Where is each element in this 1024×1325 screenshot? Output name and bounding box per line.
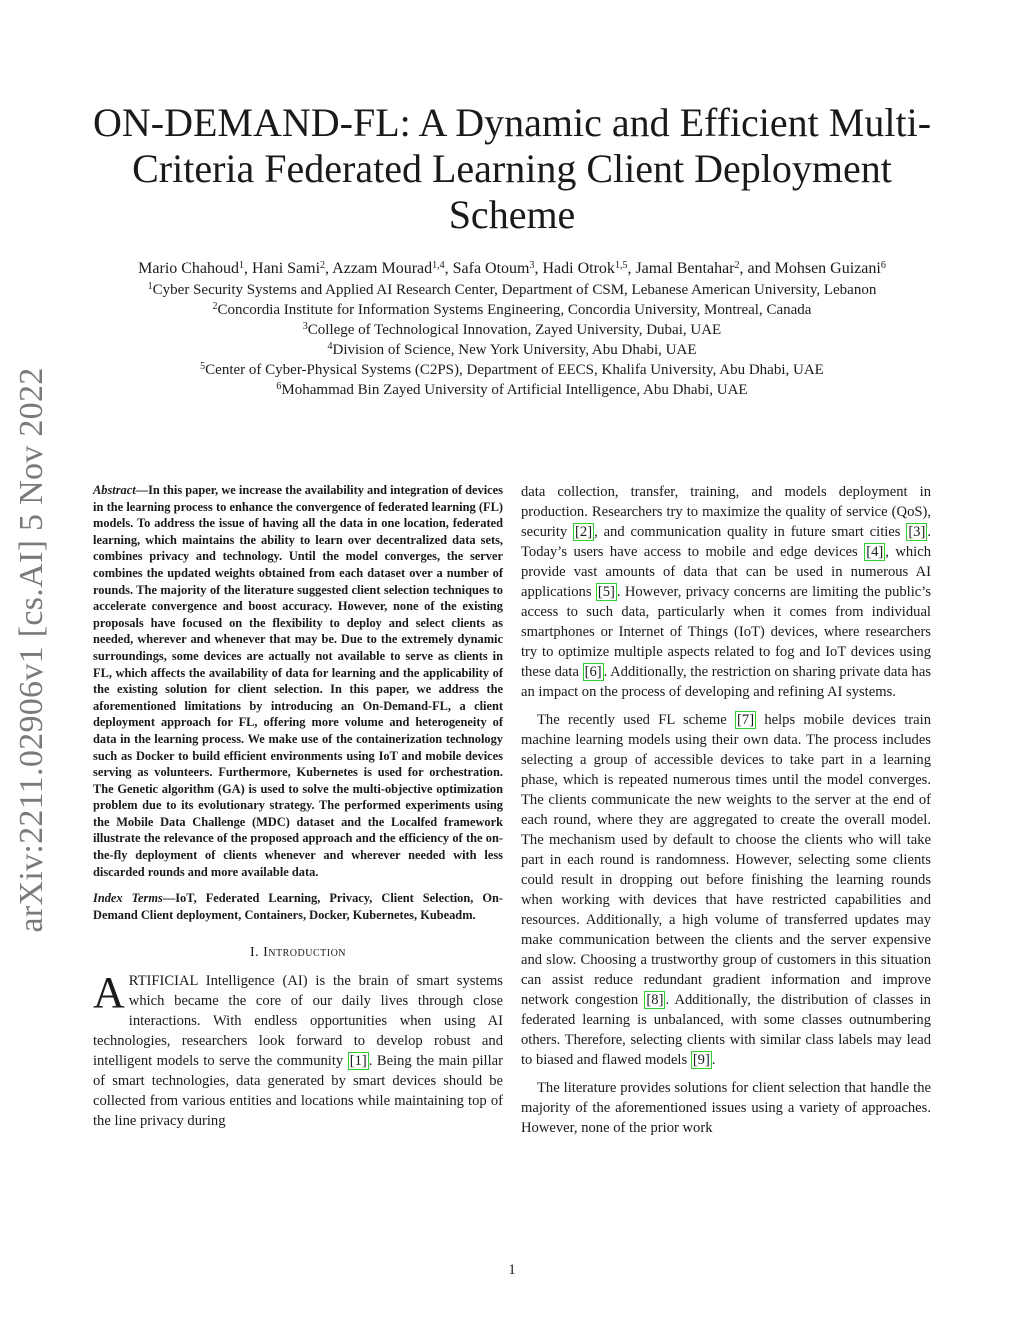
- intro-paragraph: ARTIFICIAL Intelligence (AI) is the brain of smart systems which became the core of our daily lives through close interactions. With endless opportunities when using AI technologies, researchers look forward to develop robust and intelligent models to serve the community [1] . Being the main pillar of smart technologies, data generated by smart devices should be collected from various entities and locations while maintaining top of the line privacy during: [93, 968, 503, 1130]
- author: Hadi Otrok$^{1,5}$,: [542, 260, 636, 277]
- paper-header: [90, 100, 934, 400]
- author: Azzam Mourad$^{1,4}$,: [332, 260, 453, 277]
- citation-link[interactable]: [8]: [646, 992, 664, 1008]
- body-paragraph: data collection, transfer, training, and models deployment in production. Researchers try to maximize the quality of service (QoS), security [2] , and communication quality in future smart cities [3] . Today’s users have access to mobile and edge devices [4] , which provide vast amounts of data that can be used in numerous AI applications [5] . However, privacy concerns are limiting the public’s access to such data, particularly when it comes from individual smartphones or Internet of Things (IoT) devices, where researchers try to optimize multiple aspects related to fog and IoT devices using these data [6] . Additionally, the restriction on sharing private data has an impact on the process of developing and refining AI systems.: [521, 484, 932, 700]
- affiliation: $^2$Concordia Institute for Information Systems Engineering, Concordia University, Montreal, Canada: [212, 301, 812, 318]
- body-paragraph: The recently used FL scheme [7] helps mobile devices train machine learning models using their own data. The process includes selecting a group of accessible devices to take part in a learning phase, which is repeated numerous times until the model converges. The clients communicate the new weights to the server at the end of each round, where they are aggregated to create the overall model. The mechanism used by default to choose the clients who will take part in each round is randomness. However, selecting some clients could result in dropping out before finishing the learning rounds when working with devices that have restricted capabilities and resources. Additionally, a high volume of transferred updates may make communication between the clients and the server expensive and slow. Choosing a trustworthy group of customers in this situation can assist reduce redundant gradient information and improve network congestion [8] . Additionally, the distribution of classes in federated learning is unbalanced, with some classes outnumbering others. Therefore, selecting clients with similar class labels may lead to biased and flawed models [9] .: [521, 712, 931, 1068]
- page-number: 1: [508, 1262, 516, 1278]
- affiliation: $^5$Center of Cyber-Physical Systems (C2PS), Department of EECS, Khalifa University, Abu Dhabi, UAE: [200, 361, 824, 378]
- affiliation: $^4$Division of Science, New York University, Abu Dhabi, UAE: [327, 341, 697, 358]
- affiliation: $^1$Cyber Security Systems and Applied AI Research Center, Department of CSM, Lebanese American University, Lebanon: [147, 281, 877, 298]
- author: Safa Otoum$^3$,: [452, 260, 543, 277]
- section-heading-introduction: I. Introduction: [249, 945, 347, 961]
- author: Hani Sami$^2$,: [252, 260, 333, 277]
- author: Jamal Bentahar$^2$,: [635, 260, 748, 277]
- author: and Mohsen Guizani$^6$: [747, 260, 886, 277]
- citation-link[interactable]: [6]: [584, 664, 602, 680]
- paper-title: ON-DEMAND-FL: A Dynamic and Efficient Multi-Criteria Federated Learning Client Deployment Scheme: [92, 100, 932, 237]
- body-paragraph: The literature provides solutions for client selection that handle the majority of the aforementioned issues using a variety of approaches. However, none of the prior work: [521, 1080, 931, 1136]
- right-column: [521, 482, 931, 1138]
- author: Mario Chahoud$^1$,: [138, 260, 253, 277]
- arxiv-id: arXiv:2211.02906v1 [cs.AI] 5 Nov 2022: [13, 367, 50, 933]
- citation-link[interactable]: [5]: [597, 584, 615, 600]
- citation-link[interactable]: [3]: [908, 524, 926, 540]
- affiliation: $^6$Mohammad Bin Zayed University of Artificial Intelligence, Abu Dhabi, UAE: [276, 381, 748, 398]
- author-list: [90, 258, 934, 280]
- arxiv-sidebar-stamp: [12, 365, 52, 935]
- citation-link[interactable]: [2]: [575, 524, 593, 540]
- citation-link[interactable]: [1]: [349, 1053, 367, 1070]
- dropcap: A: [93, 968, 125, 1018]
- index-terms: Index Terms—IoT, Federated Learning, Privacy, Client Selection, On-Demand Client deployment, Containers, Docker, Kubernetes, Kubeadm.: [93, 891, 503, 922]
- citation-link[interactable]: [9]: [692, 1052, 710, 1068]
- abstract: Abstract—In this paper, we increase the availability and integration of devices in the learning process to enhance the convergence of federated learning (FL) models. To address the issue of having all the data in one location, federated learning, which maintains the ability to learn over decentralized data sets, combines privacy and technology. Until the model converges, the server combines the updated weights obtained from each dataset over a number of rounds. The majority of the literature suggested client selection techniques to accelerate convergence and boost accuracy. However, none of the existing proposals have focused on the flexibility to deploy and select clients as needed, wherever and whenever that may be. Due to the extremely dynamic surroundings, some devices are actually not available to serve as clients in FL, which affects the availability of data for learning and the applicability of the existing solution for client selection. In this paper, we address the aforementioned limitations by introducing an On-Demand-FL, a client deployment approach for FL, offering more volume and heterogeneity of data in the learning process. We make use of the containerization technology such as Docker to build efficient environments using IoT and mobile devices serving as volunteers. Furthermore, Kubernetes is used for orchestration. The Genetic algorithm (GA) is used to solve the multi-objective optimization problem due to its evolutionary strategy. The performed experiments using the Mobile Data Challenge (MDC) dataset and the Localfed framework illustrate the relevance of the proposed approach and the efficiency of the on-the-fly deployment of clients whenever and wherever needed with less discarded rounds and more available data.: [93, 483, 503, 879]
- affiliation: $^3$College of Technological Innovation, Zayed University, Dubai, UAE: [302, 321, 722, 338]
- citation-link[interactable]: [4]: [866, 544, 884, 560]
- citation-link[interactable]: [7]: [737, 712, 755, 728]
- left-column: [93, 482, 503, 1131]
